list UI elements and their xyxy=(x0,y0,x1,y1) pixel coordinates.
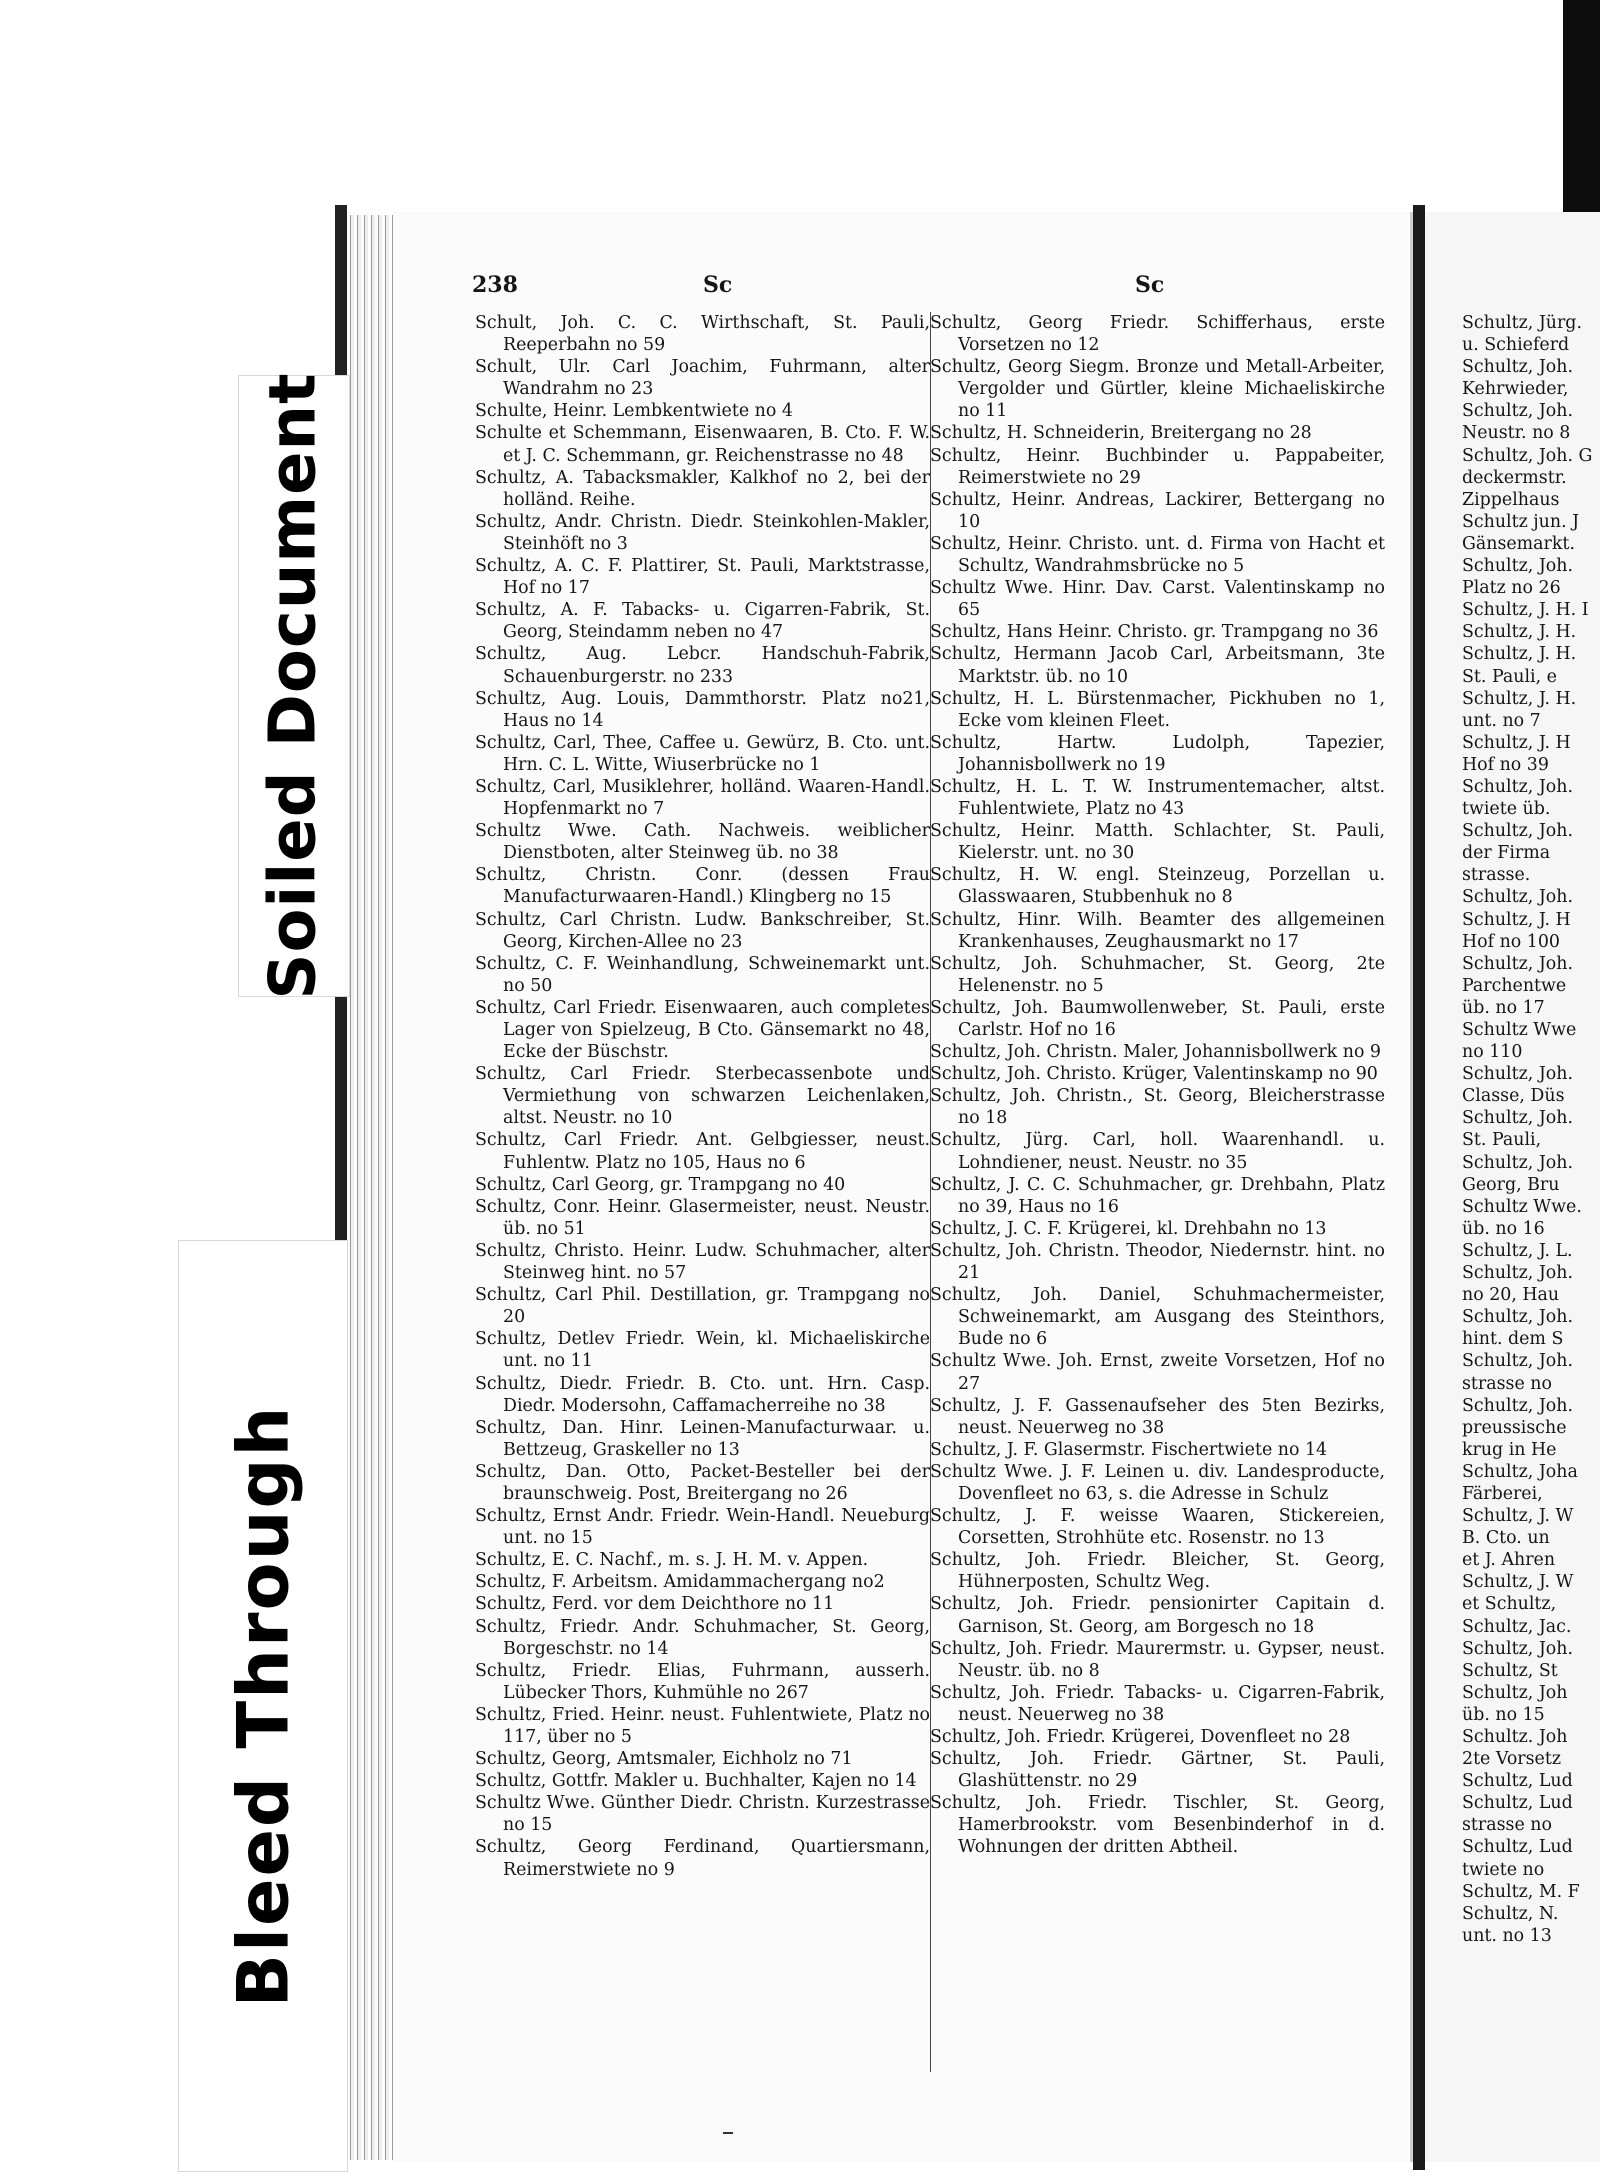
directory-entry: Schultz, Heinr. Christo. unt. d. Firma von Hacht et Schultz, Wandrahmsbrücke no 5 xyxy=(930,533,1385,577)
directory-entry: Schultz, Heinr. Andreas, Lackirer, Bettergang no 10 xyxy=(930,489,1385,532)
directory-entry: Schultz, Joh. Friedr. Tischler, St. Georg, Hamerbrookstr. vom Besenbinderhof in d. Wohnungen der dritten Abtheil. xyxy=(930,1793,1385,1858)
directory-entry: Schultz, J. C. C. Schuhmacher, gr. Drehbahn, Platz no 39, Haus no 16 xyxy=(930,1174,1385,1217)
directory-entry: Schulte et Schemmann, Eisenwaaren, B. Cto. F. W. et J. C. Schemmann, gr. Reichenstrasse no 48 xyxy=(475,423,930,466)
directory-entry: Schultz, Ernst Andr. Friedr. Wein-Handl. Neueburg unt. no 15 xyxy=(475,1506,930,1549)
directory-entry: krug in He xyxy=(1462,1439,1557,1460)
directory-entry: Schultz, J. W xyxy=(1462,1572,1574,1593)
directory-entry: Schultz, Carl Friedr. Sterbecassenbote und Vermiethung von schwarzen Leichenlaken, altst. Neustr. no 10 xyxy=(475,1064,930,1129)
directory-entry: Schultz Wwe. Joh. Ernst, zweite Vorsetzen, Hof no 27 xyxy=(930,1351,1385,1394)
directory-entry: Schultz, Joh. xyxy=(1462,953,1573,974)
directory-entry: no 20, Hau xyxy=(1462,1285,1560,1306)
directory-entry: Schultz, A. Tabacksmakler, Kalkhof no 2, bei der holländ. Reihe. xyxy=(475,467,930,510)
directory-entry: 2te Vorsetz xyxy=(1462,1749,1561,1770)
directory-entry: Schultz, Carl Friedr. Ant. Gelbgiesser, neust. Fuhlentw. Platz no 105, Haus no 6 xyxy=(475,1130,930,1173)
directory-entry: Schultz Wwe. xyxy=(1462,1196,1582,1217)
directory-entry: Schultz, Joh. xyxy=(1462,1638,1573,1659)
directory-entry: Schult, Ulr. Carl Joachim, Fuhrmann, alter Wandrahm no 23 xyxy=(475,357,930,400)
stamp-bleed-through-label: Bleed Through xyxy=(222,1404,304,2008)
directory-entry: Schultz, Joh xyxy=(1462,1682,1568,1703)
directory-entry: Schultz, St xyxy=(1462,1660,1558,1681)
directory-entry: Schultz, A. C. F. Plattirer, St. Pauli, Marktstrasse, Hof no 17 xyxy=(475,556,930,599)
directory-entry: Schultz, Georg Siegm. Bronze und Metall-Arbeiter, Vergolder und Gürtler, kleine Michaeliskirche no 11 xyxy=(930,357,1385,422)
directory-entry: Schultz, J. F. Glasermstr. Fischertwiete no 14 xyxy=(930,1439,1328,1460)
directory-entry: Schultz, Conr. Heinr. Glasermeister, neust. Neustr. üb. no 51 xyxy=(475,1196,930,1239)
directory-entry: strasse no xyxy=(1462,1373,1552,1394)
directory-entry: Schultz, Joh. xyxy=(1462,1307,1573,1328)
directory-entry: Schultz, H. Schneiderin, Breitergang no 28 xyxy=(930,423,1312,444)
directory-entry: Schultz, Joh. xyxy=(1462,1263,1573,1284)
directory-entry: Schultz jun. J xyxy=(1462,511,1580,532)
directory-entry: Schultz, Georg Friedr. Schifferhaus, erste Vorsetzen no 12 xyxy=(930,313,1385,356)
directory-entry: Schultz, N. xyxy=(1462,1903,1559,1924)
directory-entry: Schultz, J. H. I xyxy=(1462,600,1589,621)
directory-entry: Georg, Bru xyxy=(1462,1174,1560,1195)
directory-entry: Schultz, Joh. xyxy=(1462,556,1573,577)
directory-entry: Schultz Wwe. Günther Diedr. Christn. Kurzestrasse no 15 xyxy=(475,1793,930,1836)
directory-entry: Schultz. Joh xyxy=(1462,1727,1568,1747)
directory-entry: Schultz, Carl Friedr. Eisenwaaren, auch completes Lager von Spielzeug, B Cto. Gänsemarkt no 48, Ecke der Büschstr. xyxy=(475,997,930,1063)
directory-entry: Schultz, Dan. Hinr. Leinen-Manufacturwaar. u. Bettzeug, Graskeller no 13 xyxy=(475,1417,930,1460)
directory-entry: Schultz, Lud xyxy=(1462,1837,1573,1858)
directory-entry: Schultz, C. F. Weinhandlung, Schweinemarkt unt. no 50 xyxy=(475,953,930,996)
directory-entry: Schultz, Gottfr. Makler u. Buchhalter, Kajen no 14 xyxy=(475,1771,917,1792)
directory-entry: Schultz, J. H. xyxy=(1462,622,1577,643)
directory-column-left xyxy=(475,312,930,1881)
directory-entry: Schultz, Joh. Friedr. Gärtner, St. Pauli, Glashüttenstr. no 29 xyxy=(930,1749,1385,1792)
directory-entry: Schultz, Joh. Christo. Krüger, Valentinskamp no 90 xyxy=(930,1064,1378,1085)
directory-entry: Schultz, A. F. Tabacks- u. Cigarren-Fabrik, St. Georg, Steindamm neben no 47 xyxy=(475,600,930,643)
directory-entry: Hof no 39 xyxy=(1462,754,1549,775)
directory-entry: unt. no 7 xyxy=(1462,710,1541,731)
directory-entry: Schultz, Joh. Christn. Theodor, Niedernstr. hint. no 21 xyxy=(930,1240,1385,1284)
directory-entry: Schultz, Joh. xyxy=(1462,401,1573,422)
directory-entry: Schultz, Fried. Heinr. neust. Fuhlentwiete, Platz no 117, über no 5 xyxy=(475,1704,930,1747)
directory-entry: Schultz, Hans Heinr. Christo. gr. Trampgang no 36 xyxy=(930,622,1379,643)
directory-entry: Schultz, Christn. Conr. (dessen Frau Manufacturwaaren-Handl.) Klingberg no 15 xyxy=(475,865,930,908)
directory-entry: Schultz, Joh. xyxy=(1462,776,1573,797)
directory-entry: Schultz, Friedr. Andr. Schuhmacher, St. Georg, Borgeschstr. no 14 xyxy=(475,1616,930,1659)
page-edge-stack xyxy=(347,215,393,2160)
directory-entry: Schultz, Jürg. xyxy=(1462,313,1582,333)
directory-entry: Schultz, Dan. Otto, Packet-Besteller bei der braunschweig. Post, Breitergang no 26 xyxy=(475,1461,930,1504)
directory-entry: Gänsemarkt. xyxy=(1462,533,1575,554)
directory-entry: Färberei, xyxy=(1462,1483,1543,1504)
directory-entry: Schultz, Joh. Friedr. Tabacks- u. Cigarren-Fabrik, neust. Neuerweg no 38 xyxy=(930,1682,1385,1725)
directory-entry: Schultz, Christo. Heinr. Ludw. Schuhmacher, alter Steinweg hint. no 57 xyxy=(475,1240,930,1284)
directory-entry: Schultz, Jürg. Carl, holl. Waarenhandl. u. Lohndiener, neust. Neustr. no 35 xyxy=(930,1130,1385,1173)
directory-entry: Schultz, Joh. Christn., St. Georg, Bleicherstrasse no 18 xyxy=(930,1086,1385,1129)
directory-entry: Schultz, Joh. Baumwollenweber, St. Pauli, erste Carlstr. Hof no 16 xyxy=(930,997,1385,1040)
directory-entry: Parchentwe xyxy=(1462,975,1567,996)
directory-entry: Schultz, Hinr. Wilh. Beamter des allgemeinen Krankenhauses, Zeughausmarkt no 17 xyxy=(930,909,1385,952)
directory-entry: Schultz, Joh. xyxy=(1462,1108,1573,1129)
directory-column-middle xyxy=(930,312,1385,1859)
directory-entry: hint. dem S xyxy=(1462,1329,1564,1350)
directory-entry: Schultz, Lud xyxy=(1462,1793,1573,1814)
directory-entry: Schultz, Joh. Friedr. Krügerei, Dovenfleet no 28 xyxy=(930,1727,1351,1747)
directory-entry: Schultz, Joh. xyxy=(1462,1064,1573,1085)
directory-entry: u. Schieferd xyxy=(1462,335,1570,356)
directory-entry: Schultz, Carl Phil. Destillation, gr. Trampgang no 20 xyxy=(475,1285,930,1328)
directory-entry: strasse. xyxy=(1462,865,1531,886)
directory-entry: Schultz, J. H. xyxy=(1462,644,1577,665)
stamp-soiled-document xyxy=(238,372,350,1000)
directory-entry: Neustr. no 8 xyxy=(1462,423,1571,444)
directory-entry: et J. Ahren xyxy=(1462,1550,1556,1571)
page-footer-mark xyxy=(723,2132,733,2134)
directory-entry: Schultz, Carl Georg, gr. Trampgang no 40 xyxy=(475,1174,846,1195)
directory-entry: Schultz, Georg, Amtsmaler, Eichholz no 71 xyxy=(475,1749,853,1770)
directory-entry: Schultz, J. W xyxy=(1462,1506,1574,1527)
directory-column-right-partial xyxy=(1462,312,1600,1947)
directory-entry: Schultz, Heinr. Matth. Schlachter, St. Pauli, Kielerstr. unt. no 30 xyxy=(930,821,1385,864)
directory-entry: Schultz, Lud xyxy=(1462,1771,1573,1792)
directory-entry: Schultz, J. H xyxy=(1462,909,1571,930)
directory-entry: Schultz, Joh. Daniel, Schuhmachermeister, Schweinemarkt, am Ausgang des Steinthors, Bude no 6 xyxy=(930,1285,1385,1350)
directory-entry: twiete üb. xyxy=(1462,799,1551,820)
directory-entry: Schultz, Aug. Lebcr. Handschuh-Fabrik, Schauenburgerstr. no 233 xyxy=(475,644,930,687)
directory-entry: Schultz, Joh. xyxy=(1462,357,1573,378)
directory-entry: twiete no xyxy=(1462,1859,1545,1880)
directory-entry: Classe, Düs xyxy=(1462,1086,1565,1107)
directory-entry: et Schultz, xyxy=(1462,1594,1557,1615)
directory-entry: der Firma xyxy=(1462,843,1551,864)
directory-entry: St. Pauli, e xyxy=(1462,666,1557,687)
directory-entry: Schultz, Joh. Friedr. Maurermstr. u. Gypser, neust. Neustr. üb. no 8 xyxy=(930,1638,1385,1681)
directory-entry: Hof no 100 xyxy=(1462,931,1560,952)
directory-entry: strasse no xyxy=(1462,1815,1552,1836)
directory-entry: Schultz, Joh. Christn. Maler, Johannisbollwerk no 9 xyxy=(930,1042,1382,1063)
stamp-bleed-through xyxy=(178,1240,348,2172)
directory-entry: Schultz, Joh. xyxy=(1462,1395,1573,1416)
directory-entry: Schultz, Joh. xyxy=(1462,1351,1573,1372)
directory-entry: Schult, Joh. C. C. Wirthschaft, St. Pauli, Reeperbahn no 59 xyxy=(475,313,930,356)
page-number: 238 xyxy=(472,272,518,298)
directory-entry: St. Pauli, xyxy=(1462,1130,1542,1151)
directory-entry: Schultz, Carl, Musiklehrer, holländ. Waaren-Handl. Hopfenmarkt no 7 xyxy=(475,776,930,820)
directory-entry: Schulte, Heinr. Lembkentwiete no 4 xyxy=(475,401,793,422)
directory-entry: preussische xyxy=(1462,1417,1567,1438)
directory-entry: Schultz, Diedr. Friedr. B. Cto. unt. Hrn. Casp. Diedr. Modersohn, Caffamacherreihe no 38 xyxy=(475,1373,930,1416)
directory-entry: Schultz, J. F. weisse Waaren, Stickereien, Corsetten, Strohhüte etc. Rosenstr. no 13 xyxy=(930,1506,1385,1549)
directory-entry: Schultz, Carl Christn. Ludw. Bankschreiber, St. Georg, Kirchen-Allee no 23 xyxy=(475,909,930,952)
directory-entry: Schultz Wwe. J. F. Leinen u. div. Landesproducte, Dovenfleet no 63, s. die Adresse in Schulz xyxy=(930,1461,1385,1504)
directory-entry: Schultz Wwe. Hinr. Dav. Carst. Valentinskamp no 65 xyxy=(930,578,1385,621)
directory-entry: Schultz Wwe. Cath. Nachweis. weiblicher Dienstboten, alter Steinweg üb. no 38 xyxy=(475,821,930,864)
directory-entry: Schultz, Joh. xyxy=(1462,821,1573,842)
stamp-soiled-document-label: Soiled Document xyxy=(257,372,331,1000)
directory-entry: Schultz, Hartw. Ludolph, Tapezier, Johannisbollwerk no 19 xyxy=(930,732,1385,775)
directory-entry: Schultz, J. C. F. Krügerei, kl. Drehbahn no 13 xyxy=(930,1218,1327,1239)
directory-entry: Schultz, Joh. Friedr. Bleicher, St. Georg, Hühnerposten, Schultz Weg. xyxy=(930,1550,1385,1593)
directory-entry: Schultz, Georg Ferdinand, Quartiersmann, Reimerstwiete no 9 xyxy=(475,1837,930,1880)
directory-entry: Schultz, Joh. xyxy=(1462,887,1573,908)
directory-entry: Zippelhaus xyxy=(1462,489,1560,510)
directory-entry: Schultz, H. L. Bürstenmacher, Pickhuben no 1, Ecke vom kleinen Fleet. xyxy=(930,688,1385,731)
directory-entry: Schultz, J. H xyxy=(1462,732,1571,753)
directory-entry: Schultz, Detlev Friedr. Wein, kl. Michaeliskirche unt. no 11 xyxy=(475,1329,930,1372)
directory-entry: Schultz, Joha xyxy=(1462,1461,1578,1482)
directory-entry: unt. no 13 xyxy=(1462,1925,1552,1946)
directory-entry: Schultz, Hermann Jacob Carl, Arbeitsmann, 3te Marktstr. üb. no 10 xyxy=(930,644,1385,687)
directory-entry: üb. no 17 xyxy=(1462,997,1545,1018)
directory-entry: Schultz, J. H. xyxy=(1462,688,1577,709)
directory-entry: üb. no 15 xyxy=(1462,1704,1545,1725)
directory-entry: Platz no 26 xyxy=(1462,578,1561,599)
directory-entry: Schultz, Friedr. Elias, Fuhrmann, ausserh. Lübecker Thors, Kuhmühle no 267 xyxy=(475,1660,930,1703)
directory-entry: B. Cto. un xyxy=(1462,1528,1550,1549)
directory-entry: Schultz, Joh. Friedr. pensionirter Capitain d. Garnison, St. Georg, am Borgesch no 18 xyxy=(930,1594,1385,1637)
directory-entry: deckermstr. xyxy=(1462,467,1567,488)
book-gutter xyxy=(1413,205,1425,2170)
directory-entry: Schultz, M. F xyxy=(1462,1881,1580,1902)
directory-entry: Schultz, Joh. Schuhmacher, St. Georg, 2te Helenenstr. no 5 xyxy=(930,953,1385,996)
directory-entry: Schultz, Carl, Thee, Caffee u. Gewürz, B. Cto. unt. Hrn. C. L. Witte, Wiuserbrücke no 1 xyxy=(475,732,930,775)
directory-entry: Schultz, Aug. Louis, Dammthorstr. Platz no21, Haus no 14 xyxy=(475,688,930,731)
directory-entry: Schultz, Jac. xyxy=(1462,1616,1572,1637)
directory-entry: Schultz, Heinr. Buchbinder u. Pappabeiter, Reimerstwiete no 29 xyxy=(930,445,1385,488)
directory-entry: Schultz, J. F. Gassenaufseher des 5ten Bezirks, neust. Neuerweg no 38 xyxy=(930,1395,1385,1438)
directory-entry: Schultz, E. C. Nachf., m. s. J. H. M. v. Appen. xyxy=(475,1550,869,1571)
directory-entry: Schultz, Andr. Christn. Diedr. Steinkohlen-Makler, Steinhöft no 3 xyxy=(475,511,930,554)
directory-entry: Kehrwieder, xyxy=(1462,379,1569,400)
directory-entry: Schultz, F. Arbeitsm. Amidammachergang no2 xyxy=(475,1572,885,1593)
directory-entry: Schultz, H. W. engl. Steinzeug, Porzellan u. Glasswaaren, Stubbenhuk no 8 xyxy=(930,865,1385,908)
directory-entry: Schultz, J. L. xyxy=(1462,1240,1573,1261)
running-head-right: Sc xyxy=(1135,272,1165,298)
directory-entry: Schultz, Joh. xyxy=(1462,1152,1573,1173)
directory-entry: Schultz, Joh. G xyxy=(1462,445,1593,466)
directory-entry: Schultz, Ferd. vor dem Deichthore no 11 xyxy=(475,1594,835,1615)
directory-entry: Schultz Wwe xyxy=(1462,1020,1577,1040)
running-head-left: Sc xyxy=(703,272,733,298)
directory-entry: üb. no 16 xyxy=(1462,1218,1545,1239)
directory-entry: Schultz, H. L. T. W. Instrumentemacher, altst. Fuhlentwiete, Platz no 43 xyxy=(930,776,1385,820)
directory-entry: no 110 xyxy=(1462,1042,1523,1063)
